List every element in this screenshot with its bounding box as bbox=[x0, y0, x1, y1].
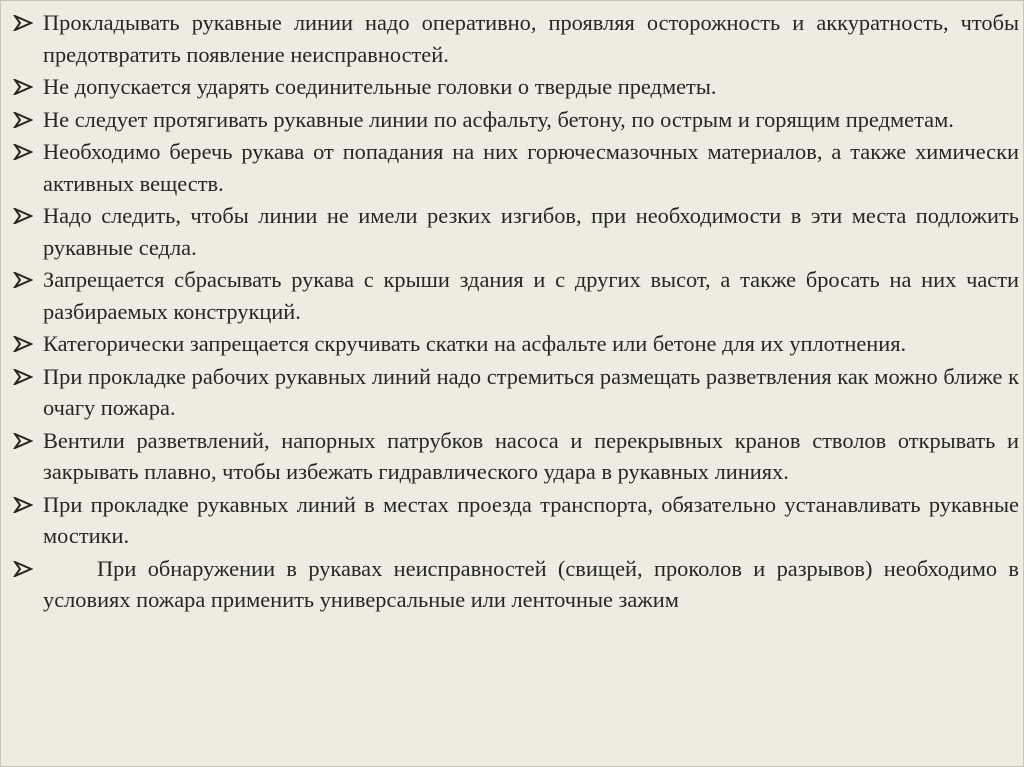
list-item bbox=[13, 71, 1019, 103]
list-item-text: Прокладывать рукавные линии надо оперативно, проявляя осторожность и аккуратность, чтобы предотвратить появление неисправностей. bbox=[43, 10, 1019, 67]
list-item bbox=[13, 553, 1019, 616]
list-item bbox=[13, 264, 1019, 327]
list-item-text: При обнаружении в рукавах неисправностей (свищей, проколов и разрывов) необходимо в условиях пожара применить универсальные или ленточные зажим bbox=[43, 555, 1019, 612]
list-item-text: Необходимо беречь рукава от попадания на них горючесмазочных материалов, а также химически активных веществ. bbox=[43, 139, 1019, 196]
arrow-bullet-icon bbox=[13, 144, 33, 160]
list-item bbox=[13, 200, 1019, 263]
list-item bbox=[13, 361, 1019, 424]
arrow-bullet-icon bbox=[13, 15, 33, 31]
list-item-text: Вентили разветвлений, напорных патрубков насоса и перекрывных кранов стволов открывать и закрывать плавно, чтобы избежать гидравлического удара в рукавных линиях. bbox=[43, 427, 1019, 484]
arrow-bullet-icon bbox=[13, 208, 33, 224]
list-item bbox=[13, 489, 1019, 552]
list-item bbox=[13, 425, 1019, 488]
list-item bbox=[13, 136, 1019, 199]
list-item-text: Категорически запрещается скручивать скатки на асфальте или бетоне для их уплотнения. bbox=[43, 331, 907, 356]
list-item-text: Запрещается сбрасывать рукава с крыши здания и с других высот, а также бросать на них части разбираемых конструкций. bbox=[43, 267, 1019, 324]
list-item-text: Не следует протягивать рукавные линии по асфальту, бетону, по острым и горящим предметам. bbox=[43, 106, 954, 132]
list-item-text: Надо следить, чтобы линии не имели резких изгибов, при необходимости в эти места подложить рукавные седла. bbox=[43, 203, 1019, 260]
arrow-bullet-icon bbox=[13, 79, 33, 95]
arrow-bullet-icon bbox=[13, 272, 33, 288]
arrow-bullet-icon bbox=[13, 336, 33, 352]
list-item bbox=[13, 7, 1019, 70]
list-item-text: Не допускается ударять соединительные головки о твердые предметы. bbox=[43, 74, 717, 99]
list-item-text: При прокладке рабочих рукавных линий надо стремиться размещать разветвления как можно ближе к очагу пожара. bbox=[43, 363, 1019, 420]
arrow-bullet-icon bbox=[13, 561, 33, 577]
list-item bbox=[13, 328, 1019, 360]
rules-list bbox=[13, 7, 1019, 616]
arrow-bullet-icon bbox=[13, 112, 33, 128]
arrow-bullet-icon bbox=[13, 497, 33, 513]
list-item-text: При прокладке рукавных линий в местах проезда транспорта, обязательно устанавливать рукавные мостики. bbox=[43, 491, 1019, 548]
arrow-bullet-icon bbox=[13, 433, 33, 449]
list-item bbox=[13, 104, 1019, 136]
arrow-bullet-icon bbox=[13, 369, 33, 385]
